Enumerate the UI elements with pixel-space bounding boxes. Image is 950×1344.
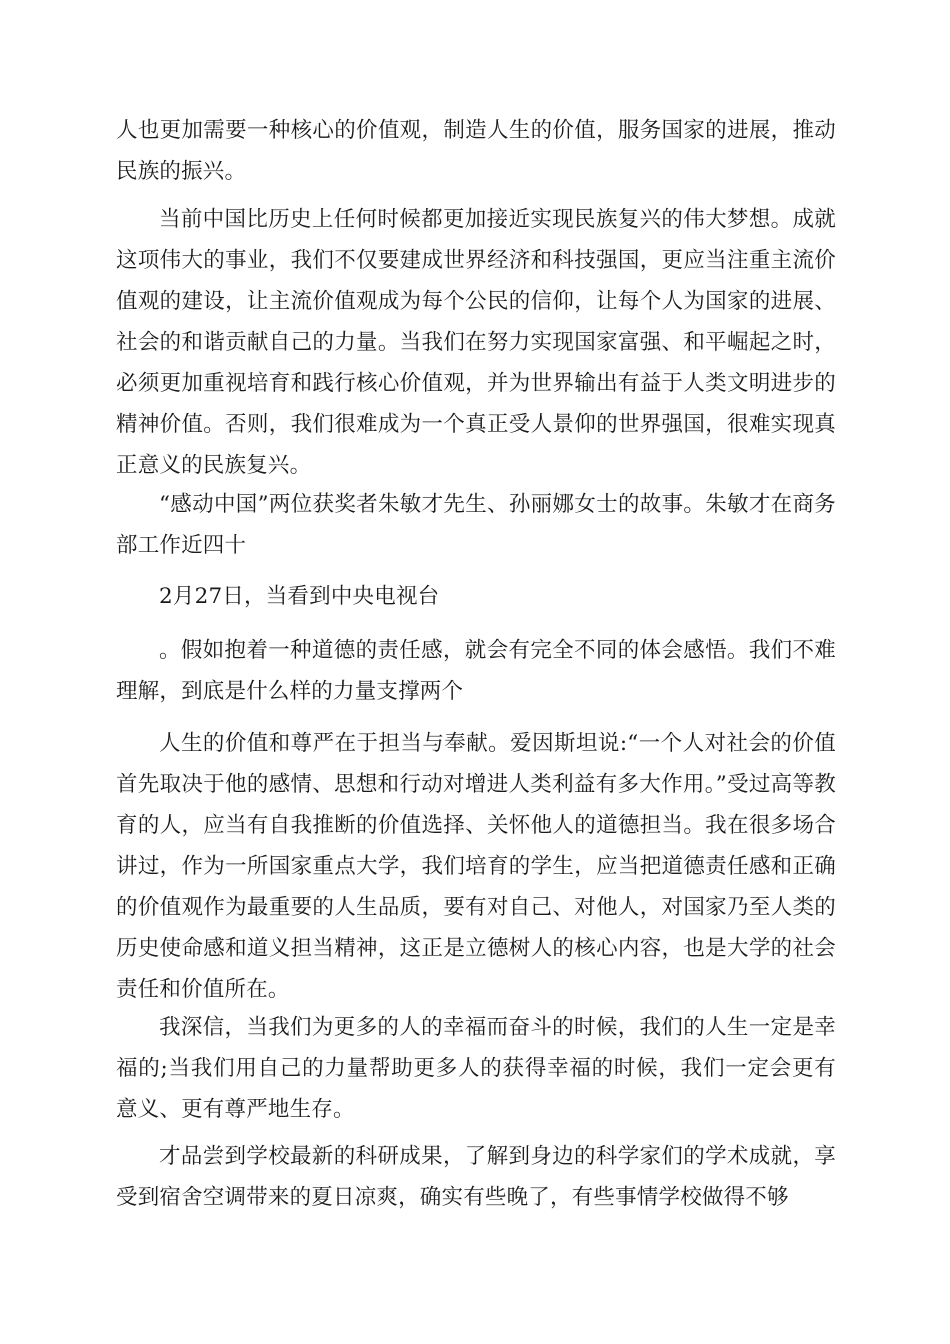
paragraph-1: 人也更加需要一种核心的价值观，制造人生的价值，服务国家的进展，推动民族的振兴。 <box>116 118 836 184</box>
paragraph-5: 。假如抱着一种道德的责任感，就会有完全不同的体会感悟。我们不难理解，到底是什么样的力量支撑两个 <box>116 638 836 704</box>
paragraph-6: 人生的价值和尊严在于担当与奉献。爱因斯坦说:“一个人对社会的价值首先取决于他的感情、思想和行动对增进人类利益有多大作用。”受过高等教育的人，应当有自我推断的价值选择、关怀他人的道德担当。我在很多场合讲过，作为一所国家重点大学，我们培育的学生，应当把道德责任感和正确的价值观作为最重要的人生品质，要有对自己、对他人，对国家乃至人类的历史使命感和道义担当精神，这正是立德树人的核心内容，也是大学的社会责任和价值所在。 <box>116 731 836 1002</box>
paragraph-3: “感动中国”两位获奖者朱敏才先生、孙丽娜女士的故事。朱敏才在商务部工作近四十 <box>116 492 836 558</box>
paragraph-8: 才品尝到学校最新的科研成果，了解到身边的科学家们的学术成就，享受到宿舍空调带来的夏日凉爽，确实有些晚了，有些事情学校做得不够 <box>116 1144 836 1210</box>
paragraph-2: 当前中国比历史上任何时候都更加接近实现民族复兴的伟大梦想。成就这项伟大的事业，我们不仅要建成世界经济和科技强国，更应当注重主流价值观的建设，让主流价值观成为每个公民的信仰，让每个人为国家的进展、社会的和谐贡献自己的力量。当我们在努力实现国家富强、和平崛起之时，必须更加重视培育和践行核心价值观，并为世界输出有益于人类文明进步的精神价值。否则，我们很难成为一个真正受人景仰的世界强国，很难实现真正意义的民族复兴。 <box>116 207 836 478</box>
paragraph-7: 我深信，当我们为更多的人的幸福而奋斗的时候，我们的人生一定是幸福的;当我们用自己的力量帮助更多人的获得幸福的时候，我们一定会更有意义、更有尊严地生存。 <box>116 1015 836 1122</box>
paragraph-4: 2月27日，当看到中央电视台 <box>159 584 440 609</box>
